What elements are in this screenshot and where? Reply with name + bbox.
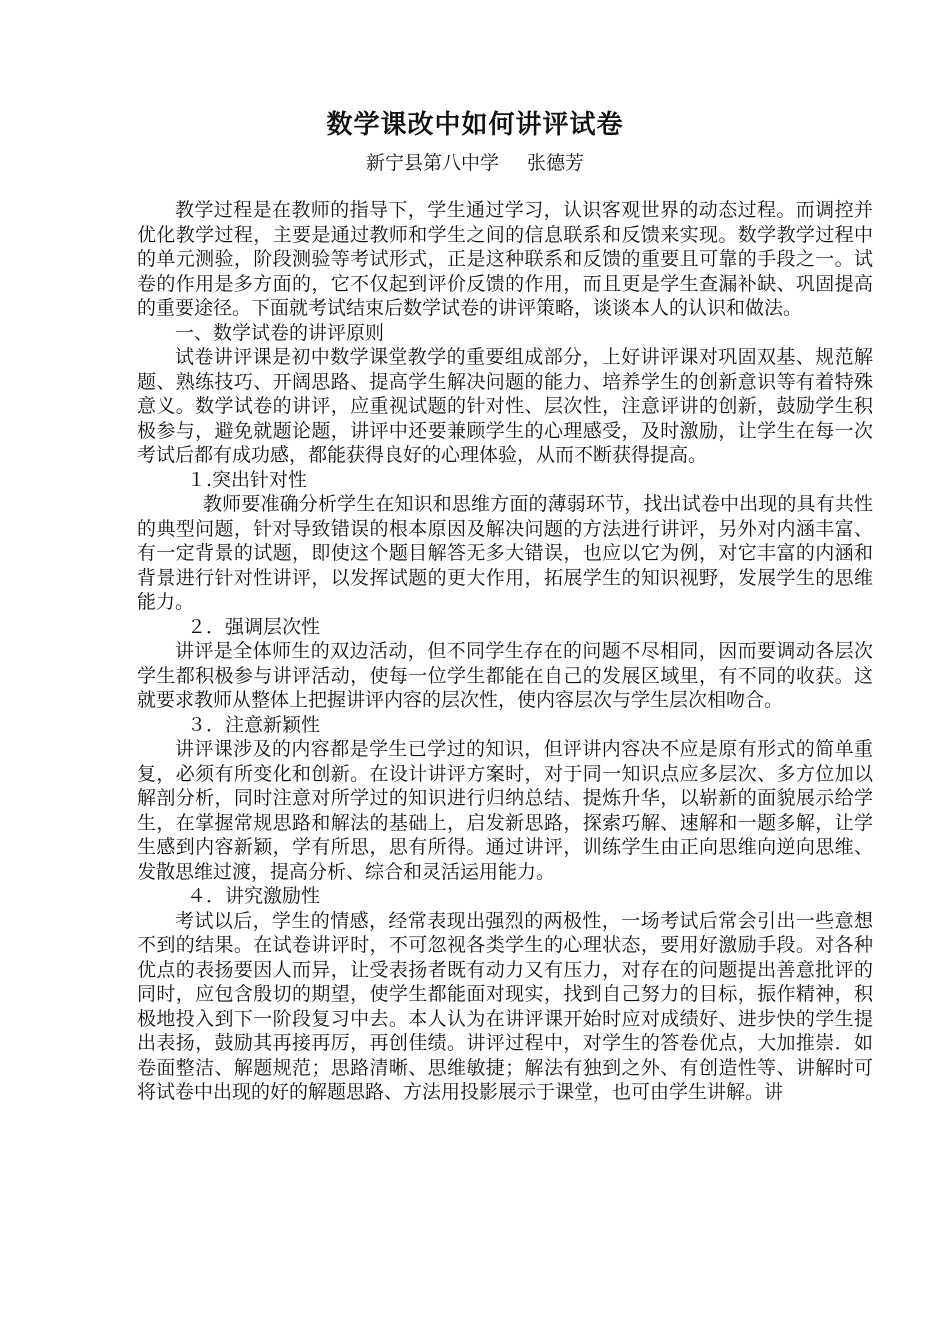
document-title: 数学课改中如何讲评试卷 [326,110,624,140]
paragraph: 试卷讲评课是初中数学课堂教学的重要组成部分，上好讲评课对巩固双基、规范解题、熟练技巧、开阔思路、提高学生解决问题的能力、培养学生的创新意识等有着特殊意义。数学试卷的讲评，应重视试题的针对性、层次性，注意评讲的创新，鼓励学生积极参与，避免就题论题，讲评中还要兼顾学生的心理感受，及时激励，让学生在每一次考试后都有成功感，都能获得良好的心理体验，从而不断获得提高。 [137,346,873,466]
paragraph: 讲评是全体师生的双边活动，但不同学生存在的问题不尽相同，因而要调动各层次学生都积极参与讲评活动，使每一位学生都能在自己的发展区域里，有不同的收获。这就要求教师从整体上把握讲评内容的层次性，使内容层次与学生层次相吻合。 [137,640,873,711]
document-byline [0,148,950,175]
subsection-heading: ３．注意新颖性 [187,713,321,736]
document-body [137,198,873,1105]
paragraph: 讲评课涉及的内容都是学生已学过的知识，但评讲内容决不应是原有形式的简单重复，必须有所变化和创新。在设计讲评方案时，对于同一知识点应多层次、多方位加以解剖分析，同时注意对所学过的知识进行归纳总结、提炼升华，以崭新的面貌展示给学生，在掌握常规思路和解法的基础上，启发新思路，探索巧解、速解和一题多解，让学生感到内容新颖，学有所思，思有所得。通过讲评，训练学生由正向思维向逆向思维、发散思维过渡，提高分析、综合和灵活运用能力。 [137,738,873,883]
subsection-heading: ２．强调层次性 [187,615,321,638]
author-school: 新宁县第八中学 [365,152,499,174]
paragraph-intro: 教学过程是在教师的指导下，学生通过学习，认识客观世界的动态过程。而调控并优化教学过程，主要是通过教师和学生之间的信息联系和反馈来实现。数学教学过程中的单元测验，阶段测验等考试形式，正是这种联系和反馈的重要且可靠的手段之一。试卷的作用是多方面的，它不仅起到评价反馈的作用，而且更是学生查漏补缺、巩固提高的重要途径。下面就考试结束后数学试卷的讲评策略，谈谈本人的认识和做法。 [137,199,873,319]
paragraph: 考试以后，学生的情感，经常表现出强烈的两极性，一场考试后常会引出一些意想不到的结果。在试卷讲评时，不可忽视各类学生的心理状态，要用好激励手段。对各种优点的表扬要因人而异，让受表扬者既有动力又有压力，对存在的问题提出善意批评的同时，应包含殷切的期望，使学生都能面对现实，找到自己努力的目标，振作精神，积极地投入到下一阶段复习中去。本人认为在讲评课开始时应对成绩好、进步快的学生提出表扬，鼓励其再接再厉，再创佳绩。讲评过程中，对学生的答卷优点，大加推崇．如卷面整洁、解题规范；思路清晰、思维敏捷；解法有独到之外、有创造性等、讲解时可将试卷中出现的好的解题思路、方法用投影展示于课堂，也可由学生讲解。讲 [137,909,873,1103]
author-name: 张德芳 [527,152,585,174]
subsection-heading: １.突出针对性 [187,468,308,491]
section-heading: 一、数学试卷的讲评原则 [175,321,385,344]
paragraph: 教师要准确分析学生在知识和思维方面的薄弱环节，找出试卷中出现的具有共性的典型问题，针对导致错误的根本原因及解决问题的方法进行讲评，另外对内涵丰富、有一定背景的试题，即使这个题目解答无多大错误，也应以它为例，对它丰富的内涵和背景进行针对性讲评，以发挥试题的更大作用，拓展学生的知识视野，发展学生的思维能力。 [137,493,873,613]
subsection-heading: ４．讲究激励性 [187,885,321,907]
